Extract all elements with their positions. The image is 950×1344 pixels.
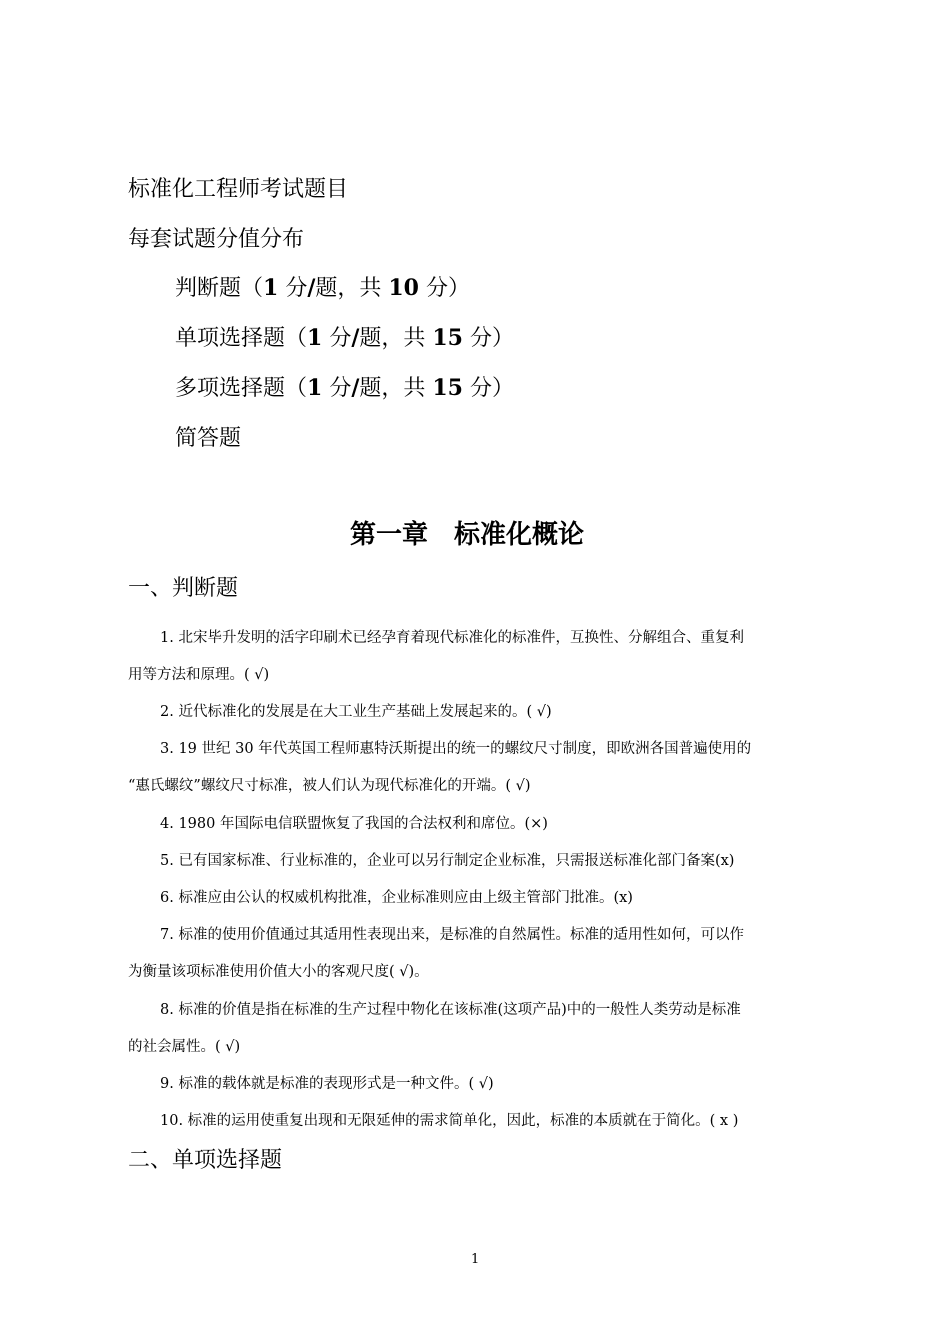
page-number: 1: [471, 1252, 480, 1267]
question-5: 5. 已有国家标准、行业标准的，企业可以另行制定企业标准，只需报送标准化部门备案(x): [160, 853, 735, 869]
question-7-line-1: 7. 标准的使用价值通过其适用性表现出来，是标准的自然属性。标准的适用性如何，可以作: [160, 927, 744, 943]
section-heading-single-choice: 二、单项选择题: [128, 1148, 283, 1173]
distribution-item-multi-choice: 多项选择题（1 分/题，共 15 分）: [175, 375, 514, 401]
question-3-line-2: “惠氏螺纹”螺纹尺寸标准，被人们认为现代标准化的开端。( √): [128, 778, 531, 794]
question-1-line-1: 1. 北宋毕升发明的活字印刷术已经孕育着现代标准化的标准件，互换性、分解组合、重复利: [160, 630, 744, 646]
question-4: 4. 1980 年国际电信联盟恢复了我国的合法权利和席位。(×): [160, 816, 548, 832]
distribution-item-single-choice: 单项选择题（1 分/题，共 15 分）: [175, 325, 514, 351]
question-6: 6. 标准应由公认的权威机构批准，企业标准则应由上级主管部门批准。(x): [160, 890, 633, 906]
question-10: 10. 标准的运用使重复出现和无限延伸的需求简单化，因此，标准的本质就在于简化。( x ): [160, 1113, 739, 1129]
question-8-line-2: 的社会属性。( √): [128, 1039, 241, 1055]
distribution-item-short-answer: 简答题: [175, 426, 242, 451]
doc-title: 标准化工程师考试题目: [128, 177, 349, 202]
distribution-item-judgement: 判断题（1 分/题，共 10 分）: [175, 275, 470, 301]
question-2: 2. 近代标准化的发展是在大工业生产基础上发展起来的。( √): [160, 704, 552, 720]
question-3-line-1: 3. 19 世纪 30 年代英国工程师惠特沃斯提出的统一的螺纹尺寸制度，即欧洲各国普遍使用的: [160, 741, 752, 757]
question-8-line-1: 8. 标准的价值是指在标准的生产过程中物化在该标准(这项产品)中的一般性人类劳动是标准: [160, 1002, 741, 1018]
section-heading-judgement: 一、判断题: [128, 576, 239, 601]
question-1-line-2: 用等方法和原理。( √): [128, 667, 270, 683]
question-7-line-2: 为衡量该项标准使用价值大小的客观尺度( √)。: [128, 964, 429, 980]
distribution-heading: 每套试题分值分布: [128, 227, 305, 252]
question-9: 9. 标准的载体就是标准的表现形式是一种文件。( √): [160, 1076, 494, 1092]
chapter-title: 第一章 标准化概论: [350, 520, 585, 550]
